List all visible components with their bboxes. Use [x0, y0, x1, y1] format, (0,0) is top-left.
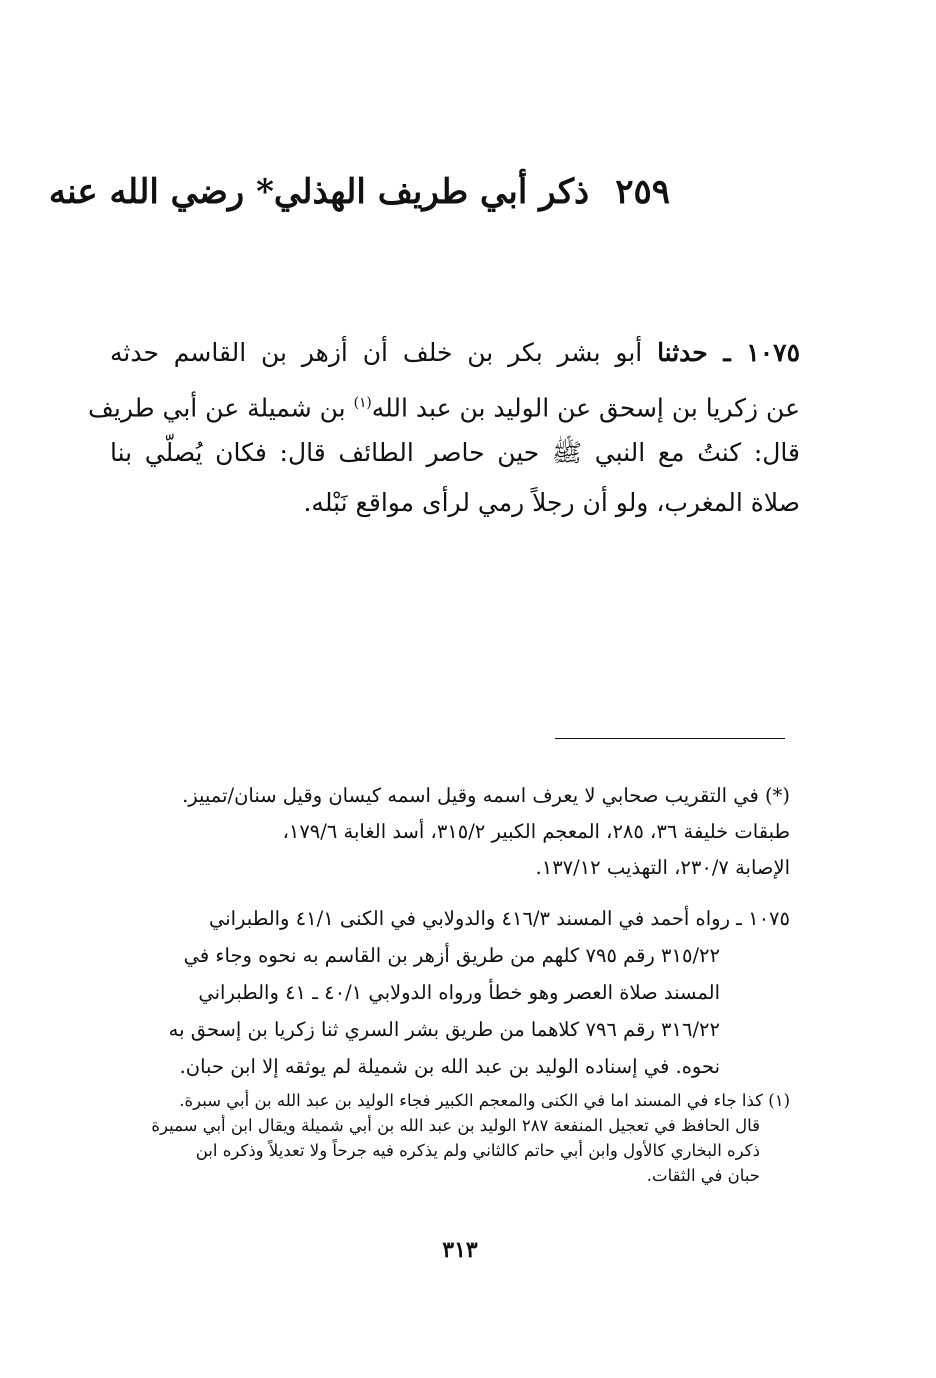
hadith-lead: ١٠٧٥ ـ حدثنا — [657, 338, 800, 367]
footnote-line: الإصابة ٢٣٠/٧، التهذيب ١٣٧/١٢. — [535, 856, 790, 879]
hadith-line-3: قال: كنتُ مع النبي ﷺ حين حاصر الطائف قال: فكان يُصلّي بنا — [110, 438, 800, 467]
footnote-line: ١٠٧٥ ـ رواه أحمد في المسند ٤١٦/٣ والدولابي في الكنى ٤١/١ والطبراني — [208, 907, 790, 930]
footnote-line: حبان في الثقات. — [646, 1166, 760, 1185]
hadith-line-1-text: أبو بشر بكر بن خلف أن أزهر بن القاسم حدثه — [110, 338, 658, 367]
chapter-number: ٢٥٩ — [615, 172, 670, 212]
footnote-line: نحوه. في إسناده الوليد بن عبد الله بن شميلة لم يوثقه إلا ابن حبان. — [179, 1055, 720, 1078]
footnote-line: طبقات خليفة ٣٦، ٢٨٥، المعجم الكبير ٣١٥/٢، أسد الغابة ١٧٩/٦، — [282, 820, 790, 843]
hadith-line-4: صلاة المغرب، ولو أن رجلاً رمي لرأى مواقع نَبْله. — [303, 488, 800, 517]
footnote-1 — [110, 1088, 790, 1188]
footnote-reference: (١) — [353, 395, 372, 411]
hadith-line-2-text-b: بن شميلة عن أبي طريف — [88, 393, 354, 423]
footnote-separator — [555, 738, 785, 739]
footnote-line: المسند صلاة العصر وهو خطأ ورواه الدولابي ٤٠/١ ـ ٤١ والطبراني — [198, 981, 720, 1004]
hadith-text — [88, 328, 800, 528]
footnote-line: (*) في التقريب صحابي لا يعرف اسمه وقيل اسمه كيسان وقيل سنان/تمييز. — [182, 784, 790, 807]
footnote-line: ٣١٦/٢٢ رقم ٧٩٦ كلاهما من طريق بشر السري ثنا زكريا بن إسحق به — [168, 1018, 720, 1041]
footnote-line: ذكره البخاري كالأول وابن أبي حاتم كالثاني ولم يذكره فيه جرحاً ولا تعديلاً وذكره ابن — [195, 1141, 760, 1160]
footnote-line: قال الحافظ في تعجيل المنفعة ٢٨٧ الوليد بن عبد الله بن أبي شميلة ويقال ابن أبي سميرة — [151, 1116, 760, 1135]
page-number: ٣١٣ — [442, 1237, 478, 1263]
footnote-line: (١) كذا جاء في المسند اما في الكنى والمعجم الكبير فجاء الوليد بن عبد الله بن أبي سبرة. — [179, 1091, 790, 1110]
footnote-line: ٣١٥/٢٢ رقم ٧٩٥ كلهم من طريق أزهر بن القاسم به نحوه وجاء في — [183, 944, 720, 967]
footnote-star — [110, 778, 790, 886]
hadith-line-1 — [110, 328, 800, 378]
chapter-heading — [48, 172, 670, 212]
footnote-1075 — [110, 900, 790, 1085]
chapter-title: ذكر أبي طريف الهذلي* رضي الله عنه — [48, 172, 590, 212]
hadith-line-2-text-a: عن زكريا بن إسحق عن الوليد بن عبد الله — [371, 393, 800, 423]
hadith-line-2 — [88, 378, 800, 428]
